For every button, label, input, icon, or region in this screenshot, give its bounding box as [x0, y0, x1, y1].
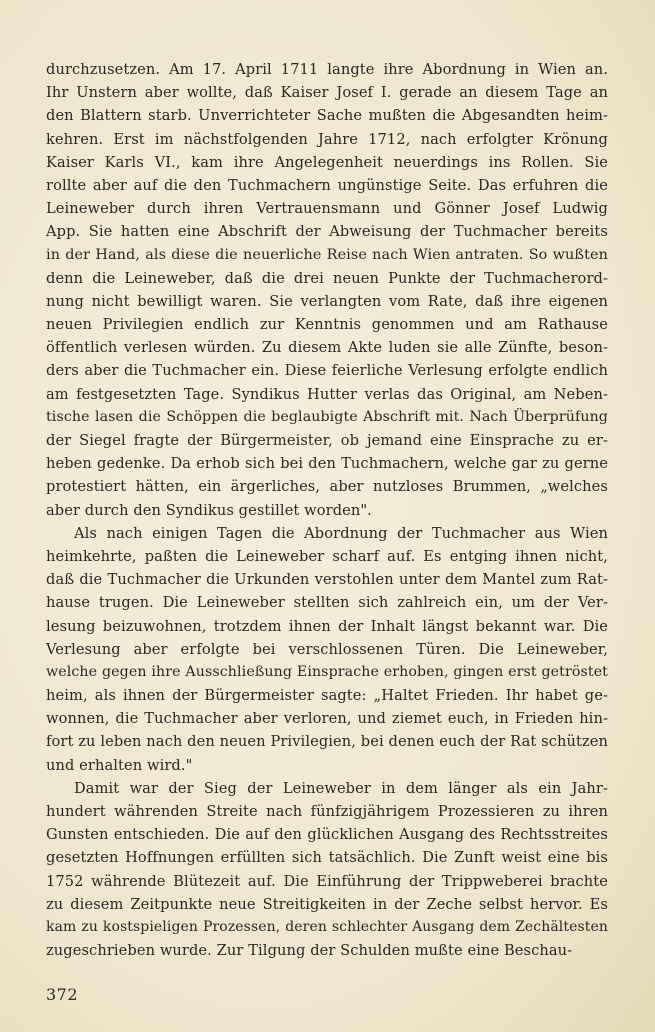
paragraph	[46, 58, 608, 522]
text-line: gesetzten Hoffnungen erfüllten sich tatsächlich. Die Zunft weist eine bis	[46, 849, 608, 867]
text-line: Als nach einigen Tagen die Abordnung der Tuchmacher aus Wien	[74, 524, 608, 542]
text-line: hundert währenden Streite nach fünfzigjährigem Prozessieren zu ihren	[46, 803, 608, 820]
page-number: 372	[46, 985, 79, 1004]
text-line: Kaiser Karls VI., kam ihre Angelegenheit neuerdings ins Rollen. Sie	[46, 153, 608, 171]
text-line: zugeschrieben wurde. Zur Tilgung der Schulden mußte eine Beschau-	[46, 942, 573, 960]
text-line: durchzusetzen. Am 17. April 1711 langte ihre Abordnung in Wien an.	[46, 61, 608, 78]
text-line: fort zu leben nach den neuen Privilegien, bei denen euch der Rat schützen	[46, 733, 608, 751]
text-line: denn die Leineweber, daß die drei neuen Punkte der Tuchmacherord-	[46, 269, 608, 287]
text-line: am festgesetzten Tage. Syndikus Hutter verlas das Original, am Neben-	[46, 385, 608, 403]
text-line: Verlesung aber erfolgte bei verschlossenen Türen. Die Leineweber,	[46, 640, 608, 658]
text-line: lesung beizuwohnen, trotzdem ihnen der Inhalt längst bekannt war. Die	[46, 617, 608, 635]
text-line: und erhalten wird."	[46, 756, 193, 774]
text-line: heim, als ihnen der Bürgermeister sagte: „Haltet Frieden. Ihr habet ge-	[46, 687, 608, 705]
paragraph	[46, 777, 608, 963]
body-text	[46, 58, 608, 962]
text-line: der Siegel fragte der Bürgermeister, ob jemand eine Einsprache zu er-	[46, 432, 608, 449]
text-line: Damit war der Sieg der Leineweber in dem länger als ein Jahr-	[74, 779, 608, 797]
text-line: ders aber die Tuchmacher ein. Diese feierliche Verlesung erfolgte endlich	[46, 362, 608, 380]
text-line: neuen Privilegien endlich zur Kenntnis genommen und am Rathause	[46, 316, 608, 334]
text-line: 1752 währende Blütezeit auf. Die Einführung der Trippweberei brachte	[46, 872, 608, 890]
text-line: Ihr Unstern aber wollte, daß Kaiser Josef I. gerade an diesem Tage an	[46, 84, 608, 102]
text-line: welche gegen ihre Ausschließung Einsprache erhoben, gingen erst getröstet	[46, 663, 608, 680]
text-line: den Blattern starb. Unverrichteter Sache mußten die Abgesandten heim-	[46, 107, 608, 125]
text-line: wonnen, die Tuchmacher aber verloren, und ziemet euch, in Frieden hin-	[46, 710, 608, 728]
text-line: hause trugen. Die Leineweber stellten sich zahlreich ein, um der Ver-	[46, 594, 608, 612]
text-line: heimkehrte, paßten die Leineweber scharf auf. Es entging ihnen nicht,	[46, 547, 608, 565]
text-line: protestiert hätten, ein ärgerliches, aber nutzloses Brummen, „welches	[46, 478, 608, 496]
text-line: nung nicht bewilligt waren. Sie verlangten vom Rate, daß ihre eigenen	[46, 292, 608, 310]
text-line: daß die Tuchmacher die Urkunden verstohlen unter dem Mantel zum Rat-	[46, 571, 608, 589]
text-line: rollte aber auf die den Tuchmachern ungünstige Seite. Das erfuhren die	[46, 176, 608, 194]
text-line: Gunsten entschieden. Die auf den glücklichen Ausgang des Rechtsstreites	[46, 826, 608, 844]
text-line: in der Hand, als diese die neuerliche Reise nach Wien antraten. So wußten	[46, 246, 608, 263]
text-line: App. Sie hatten eine Abschrift der Abweisung der Tuchmacher bereits	[46, 223, 608, 241]
text-line: heben gedenke. Da erhob sich bei den Tuchmachern, welche gar zu gerne	[46, 455, 608, 473]
text-line: kam zu kostspieligen Prozessen, deren schlechter Ausgang dem Zechältesten	[46, 918, 608, 935]
text-line: kehren. Erst im nächstfolgenden Jahre 1712, nach erfolgter Krönung	[46, 130, 608, 148]
text-line: zu diesem Zeitpunkte neue Streitigkeiten in der Zeche selbst hervor. Es	[46, 895, 608, 913]
text-line: öffentlich verlesen würden. Zu diesem Akte luden sie alle Zünfte, beson-	[46, 339, 608, 357]
text-line: Leineweber durch ihren Vertrauensmann und Gönner Josef Ludwig	[46, 200, 608, 218]
paragraph	[46, 522, 608, 777]
text-line: aber durch den Syndikus gestillet worden".	[46, 501, 372, 519]
text-line: tische lasen die Schöppen die beglaubigte Abschrift mit. Nach Überprüfung	[46, 408, 608, 425]
